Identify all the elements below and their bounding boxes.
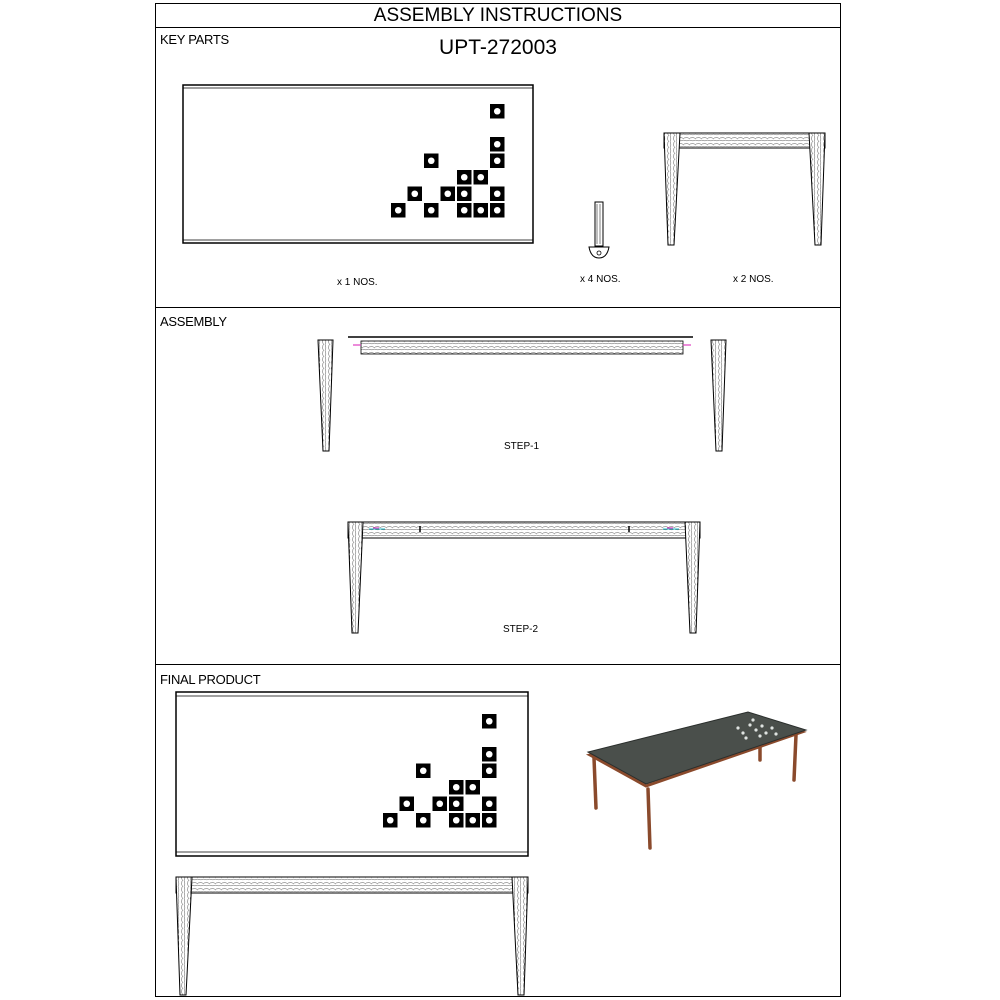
pattern-tile-hole <box>420 817 427 824</box>
pattern-tile-hole <box>477 174 484 181</box>
pattern-tile-hole <box>411 190 418 197</box>
pattern-tile-hole <box>477 207 484 214</box>
bolt-drawing <box>585 200 615 260</box>
pattern-tile-hole <box>469 784 476 791</box>
pattern-tile-hole <box>486 767 493 774</box>
pattern-tile-hole <box>494 190 501 197</box>
table-top-quantity: x 1 NOS. <box>337 277 378 288</box>
pattern-tile-hole <box>428 157 435 164</box>
pattern-tile-hole <box>395 207 402 214</box>
pattern-tile-hole <box>453 784 460 791</box>
pattern-tile-hole <box>428 207 435 214</box>
pattern-tile-hole <box>436 800 443 807</box>
final-product-render <box>580 700 820 860</box>
pattern-tile-hole <box>453 817 460 824</box>
step-1-drawing <box>315 333 735 458</box>
assembly-heading: ASSEMBLY <box>160 314 227 329</box>
step-1-label: STEP-1 <box>504 441 540 452</box>
bolt-quantity: x 4 NOS. <box>580 274 621 285</box>
final-product-heading: FINAL PRODUCT <box>160 672 261 687</box>
pattern-tile-hole <box>494 108 501 115</box>
pattern-tile-hole <box>461 190 468 197</box>
step-2-label: STEP-2 <box>503 624 539 635</box>
pattern-tile-hole <box>453 800 460 807</box>
pattern-tile-hole <box>494 207 501 214</box>
pattern-tile-hole <box>444 190 451 197</box>
leg-frame-drawing <box>660 130 830 250</box>
pattern-tile-hole <box>469 817 476 824</box>
page-title: ASSEMBLY INSTRUCTIONS <box>373 5 623 26</box>
pattern-tile-hole <box>486 817 493 824</box>
model-code: UPT-272003 <box>439 36 557 59</box>
table-top-plan-drawing <box>180 82 540 247</box>
step-2-drawing <box>345 519 705 639</box>
pattern-tile-hole <box>403 800 410 807</box>
pattern-tile-hole <box>494 157 501 164</box>
leg-frame-quantity: x 2 NOS. <box>733 274 774 285</box>
pattern-tile-hole <box>461 207 468 214</box>
key-parts-divider <box>155 307 841 308</box>
final-side-elevation-drawing <box>174 875 534 1000</box>
title-divider <box>155 27 841 28</box>
final-top-plan-drawing <box>174 690 534 860</box>
pattern-tile-hole <box>486 718 493 725</box>
pattern-tile-hole <box>486 800 493 807</box>
key-parts-heading: KEY PARTS <box>160 32 229 47</box>
assembly-divider <box>155 664 841 665</box>
pattern-tile-hole <box>486 751 493 758</box>
pattern-tile-hole <box>461 174 468 181</box>
pattern-tile-hole <box>420 767 427 774</box>
pattern-tile-hole <box>387 817 394 824</box>
pattern-tile-hole <box>494 141 501 148</box>
